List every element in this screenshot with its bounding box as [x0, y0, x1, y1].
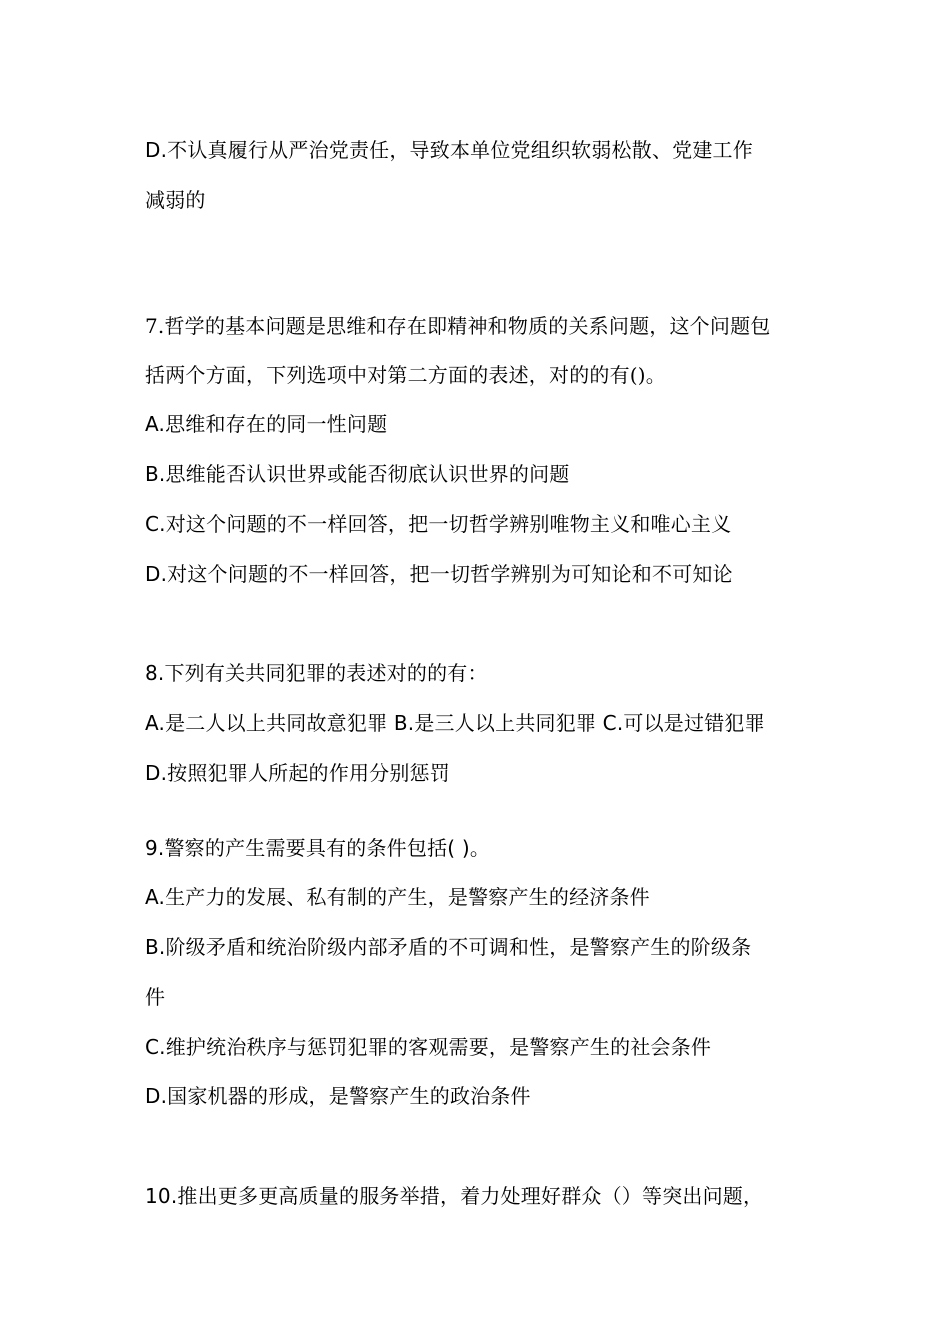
q8-question: 8.下列有关共同犯罪的表述对的的有： [145, 661, 488, 685]
q7-option-c: C.对这个问题的不一样回答，把一切哲学辨别唯物主义和唯心主义 [145, 512, 732, 536]
q7-question-line2: 括两个方面，下列选项中对第二方面的表述，对的的有()。 [145, 363, 667, 387]
q7-option-a: A.思维和存在的同一性问题 [145, 412, 388, 436]
q8-options-abc: A.是二人以上共同故意犯罪 B.是三人以上共同犯罪 C.可以是过错犯罪 [145, 711, 765, 735]
q8-option-d: D.按照犯罪人所起的作用分别惩罚 [145, 761, 450, 785]
q9-option-a: A.生产力的发展、私有制的产生，是警察产生的经济条件 [145, 885, 650, 909]
q7-question-line1: 7.哲学的基本问题是思维和存在即精神和物质的关系问题，这个问题包 [145, 314, 771, 338]
q7-option-d: D.对这个问题的不一样回答，把一切哲学辨别为可知论和不可知论 [145, 562, 733, 586]
q6-option-d-line2: 减弱的 [145, 188, 206, 212]
q9-option-b-line1: B.阶级矛盾和统治阶级内部矛盾的不可调和性，是警察产生的阶级条 [145, 935, 752, 959]
q9-option-b-line2: 件 [145, 985, 166, 1009]
q6-option-d-line1: D.不认真履行从严治党责任，导致本单位党组织软弱松散、党建工作 [145, 138, 753, 162]
q7-option-b: B.思维能否认识世界或能否彻底认识世界的问题 [145, 462, 570, 486]
q9-option-c: C.维护统治秩序与惩罚犯罪的客观需要，是警察产生的社会条件 [145, 1035, 712, 1059]
q9-question: 9.警察的产生需要具有的条件包括( )。 [145, 836, 491, 860]
q9-option-d: D.国家机器的形成，是警察产生的政治条件 [145, 1084, 531, 1108]
q10-question-line1: 10.推出更多更高质量的服务举措，着力处理好群众（）等突出问题， [145, 1184, 764, 1208]
